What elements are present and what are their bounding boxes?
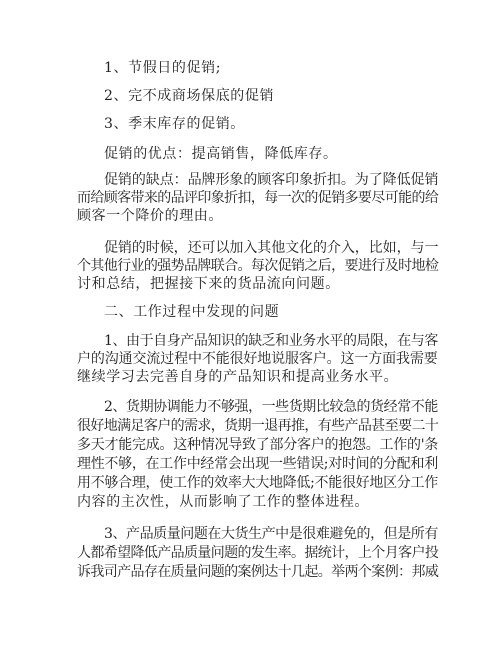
paragraph-problem-2-line-3: 多天才能完成。这种情况导致了部分客户的抱怨。工作的'条 (77, 437, 439, 453)
list-item-holiday-promotion: 1、节假日的促销; (104, 60, 222, 76)
paragraph-problem-1-line-3: 继续学习去完善自身的产品知识和提高业务水平。 (77, 369, 399, 385)
paragraph-problem-2-line-4: 理性不够，在工作中经常会出现一些错误;对时间的分配和利 (77, 456, 438, 472)
paragraph-joint-promotion-line-3: 讨和总结，把握接下来的货品流向问题。 (77, 276, 340, 292)
paragraph-advantages: 促销的优点：提高销售，降低库存。 (104, 146, 338, 162)
paragraph-disadvantages-line-2: 而给顾客带来的品评印象折扣，每一次的促销多要尽可能的给 (77, 190, 439, 206)
paragraph-disadvantages-line-1: 促销的缺点：品牌形象的顾客印象折扣。为了降低促销 (104, 172, 439, 188)
paragraph-problem-2-line-6: 内容的主次性，从而影响了工作的整体进程。 (77, 494, 369, 510)
paragraph-disadvantages-line-3: 顾客一个降价的理由。 (77, 208, 223, 224)
paragraph-joint-promotion-line-2: 个其他行业的强势品牌联合。每次促销之后，要进行及时地检 (77, 258, 439, 274)
paragraph-problem-3-line-3: 诉我司产品存在质量问题的案例达十几起。举两个案例：邦威 (77, 564, 439, 580)
paragraph-problem-1-line-2: 户的沟通交流过程中不能很好地说服客户。这一方面我需要 (77, 351, 438, 367)
paragraph-joint-promotion-line-1: 促销的时候，还可以加入其他文化的介入，比如，与一 (104, 240, 439, 256)
paragraph-problem-1-line-1: 1、由于自身产品知识的缺乏和业务水平的局限，在与客 (104, 333, 438, 349)
paragraph-problem-3-line-1: 3、产品质量问题在大货生产中是很难避免的，但是所有 (104, 526, 438, 542)
list-item-season-end-promotion: 3、季末库存的促销。 (104, 116, 245, 132)
paragraph-problem-2-line-5: 用不够合理，使工作的效率大大地降低;不能很好地区分工作 (77, 475, 438, 491)
section-heading-problems: 二、工作过程中发现的问题 (104, 304, 280, 320)
list-item-mall-promotion: 2、完不成商场保底的促销 (104, 88, 275, 104)
paragraph-problem-2-line-2: 很好地满足客户的需求，货期一退再推，有些产品甚至要二十 (77, 418, 439, 434)
paragraph-problem-3-line-2: 人都希望降低产品质量问题的发生率。据统计，上个月客户投 (77, 545, 439, 561)
paragraph-problem-2-line-1: 2、货期协调能力不够强，一些货期比较急的货经常不能 (104, 399, 438, 415)
